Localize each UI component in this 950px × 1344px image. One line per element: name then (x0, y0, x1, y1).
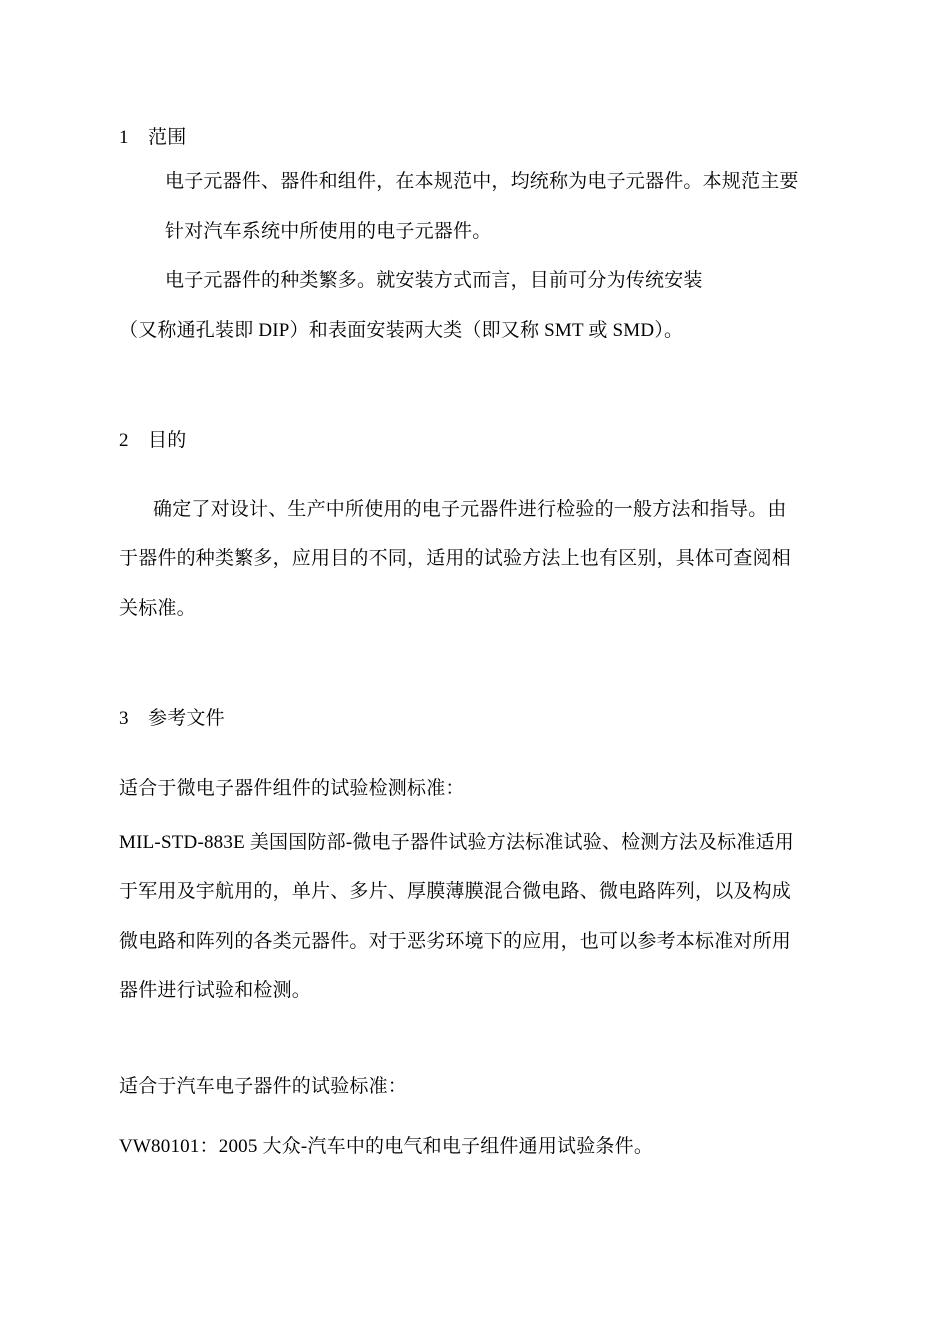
section-1-paragraph-line: 针对汽车系统中所使用的电子元器件。 (165, 221, 492, 242)
section-2-heading (119, 429, 186, 453)
section-3-paragraph-line: MIL-STD-883E 美国国防部-微电子器件试验方法标准试验、检测方法及标准适用 (119, 832, 794, 853)
section-2-paragraph-line: 确定了对设计、生产中所使用的电子元器件进行检验的一般方法和指导。由 (153, 499, 787, 520)
section-1-number: 1 (119, 127, 129, 148)
section-3-paragraph-line: 适合于微电子器件组件的试验检测标准： (119, 778, 465, 799)
section-3-paragraph-line: 微电路和阵列的各类元器件。对于恶劣环境下的应用，也可以参考本标准对所用 (119, 931, 792, 952)
section-3-paragraph-line: VW80101：2005 大众-汽车中的电气和电子组件通用试验条件。 (119, 1136, 654, 1157)
section-1-paragraph-line: 电子元器件的种类繁多。就安装方式而言，目前可分为传统安装 (165, 270, 703, 291)
section-3-paragraph-line: 于军用及宇航用的，单片、多片、厚膜薄膜混合微电路、微电路阵列，以及构成 (119, 881, 792, 902)
section-2-paragraph-line: 于器件的种类繁多，应用目的不同，适用的试验方法上也有区别，具体可查阅相 (119, 548, 792, 569)
section-3-paragraph-line: 适合于汽车电子器件的试验标准： (119, 1076, 408, 1097)
section-3-heading (119, 707, 225, 731)
section-3-title: 参考文件 (148, 708, 225, 729)
section-1-heading (119, 126, 186, 150)
section-2-paragraph-line: 关标准。 (119, 598, 196, 619)
section-2-number: 2 (119, 430, 129, 451)
section-1-title: 范围 (148, 127, 187, 148)
section-1-paragraph-line: （又称通孔装即 DIP）和表面安装两大类（即又称 SMT 或 SMD）。 (119, 320, 684, 341)
section-3-number: 3 (119, 708, 129, 729)
section-2-title: 目的 (148, 430, 187, 451)
section-3-paragraph-line: 器件进行试验和检测。 (119, 980, 312, 1001)
section-1-paragraph-line: 电子元器件、器件和组件，在本规范中，均统称为电子元器件。本规范主要 (165, 171, 799, 192)
